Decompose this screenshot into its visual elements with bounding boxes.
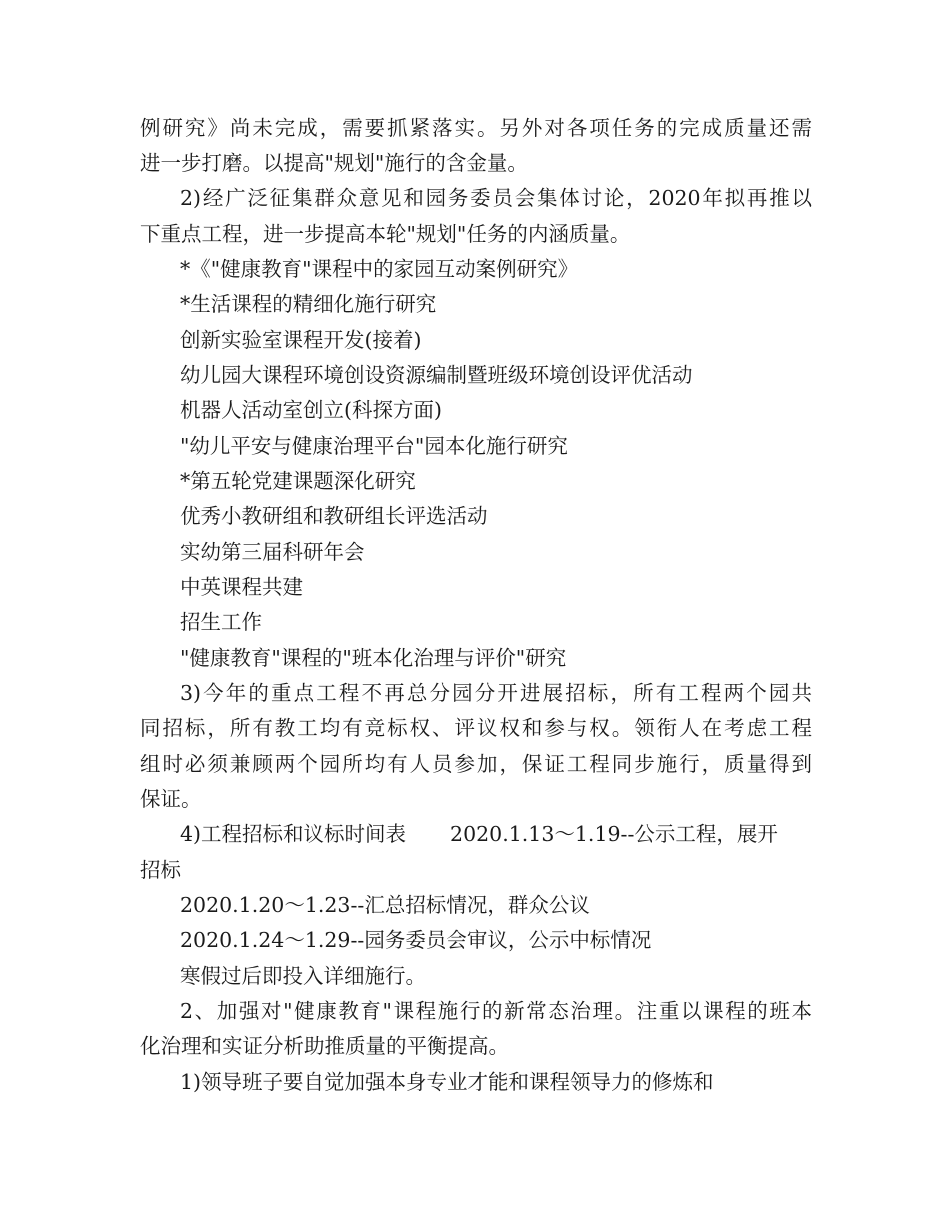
text-line: 下重点工程，进一步提高本轮"规划"任务的内涵质量。 (140, 222, 631, 246)
text-line: 化治理和实证分析助推质量的平衡提高。 (140, 1034, 509, 1058)
text-line: 3)今年的重点工程不再总分园分开进展招标，所有工程两个园共 (180, 681, 812, 705)
list-item: *生活课程的精细化施行研究 (180, 292, 437, 316)
text-line: 例研究》尚未完成，需要抓紧落实。另外对各项任务的完成质量还需 (140, 116, 812, 140)
schedule-heading: 4)工程招标和议标时间表 (180, 822, 407, 846)
list-item: 创新实验室课程开发(接着) (180, 328, 422, 352)
list-item: *第五轮党建课题深化研究 (180, 469, 416, 493)
list-item: "健康教育"课程的"班本化治理与评价"研究 (180, 646, 567, 670)
list-item: 中英课程共建 (180, 575, 303, 599)
schedule-entry: 2020.1.20～1.23--汇总招标情况，群众公议 (180, 893, 590, 917)
text-line: 2)经广泛征集群众意见和园务委员会集体讨论，2020年拟再推以 (180, 186, 812, 210)
schedule-entry: 2020.1.24～1.29--园务委员会审议，公示中标情况 (180, 928, 652, 952)
list-item: 机器人活动室创立(科探方面) (180, 398, 442, 422)
text-line: 同招标，所有教工均有竞标权、评议权和参与权。领衔人在考虑工程 (140, 716, 812, 740)
text-line: 保证。 (140, 787, 202, 811)
schedule-entry: 2020.1.13～1.19--公示工程，展开 (450, 822, 778, 846)
list-item: "幼儿平安与健康治理平台"园本化施行研究 (180, 434, 568, 458)
text-line (180, 824, 778, 845)
text-line: 寒假过后即投入详细施行。 (180, 964, 426, 988)
text-line: 进一步打磨。以提高"规划"施行的含金量。 (140, 151, 528, 175)
text-line: 组时必须兼顾两个园所均有人员参加，保证工程同步施行，质量得到 (140, 752, 812, 776)
list-item: 招生工作 (180, 610, 262, 634)
list-item: *《"健康教育"课程中的家园互动案例研究》 (180, 257, 579, 281)
list-item: 幼儿园大课程环境创设资源编制暨班级环境创设评优活动 (180, 363, 693, 387)
text-line: 1)领导班子要自觉加强本身专业才能和课程领导力的修炼和 (180, 1070, 714, 1094)
list-item: 优秀小教研组和教研组长评选活动 (180, 504, 488, 528)
text-line: 招标 (140, 858, 181, 882)
list-item: 实幼第三届科研年会 (180, 540, 365, 564)
text-line: 2、加强对"健康教育"课程施行的新常态治理。注重以课程的班本 (180, 999, 812, 1023)
